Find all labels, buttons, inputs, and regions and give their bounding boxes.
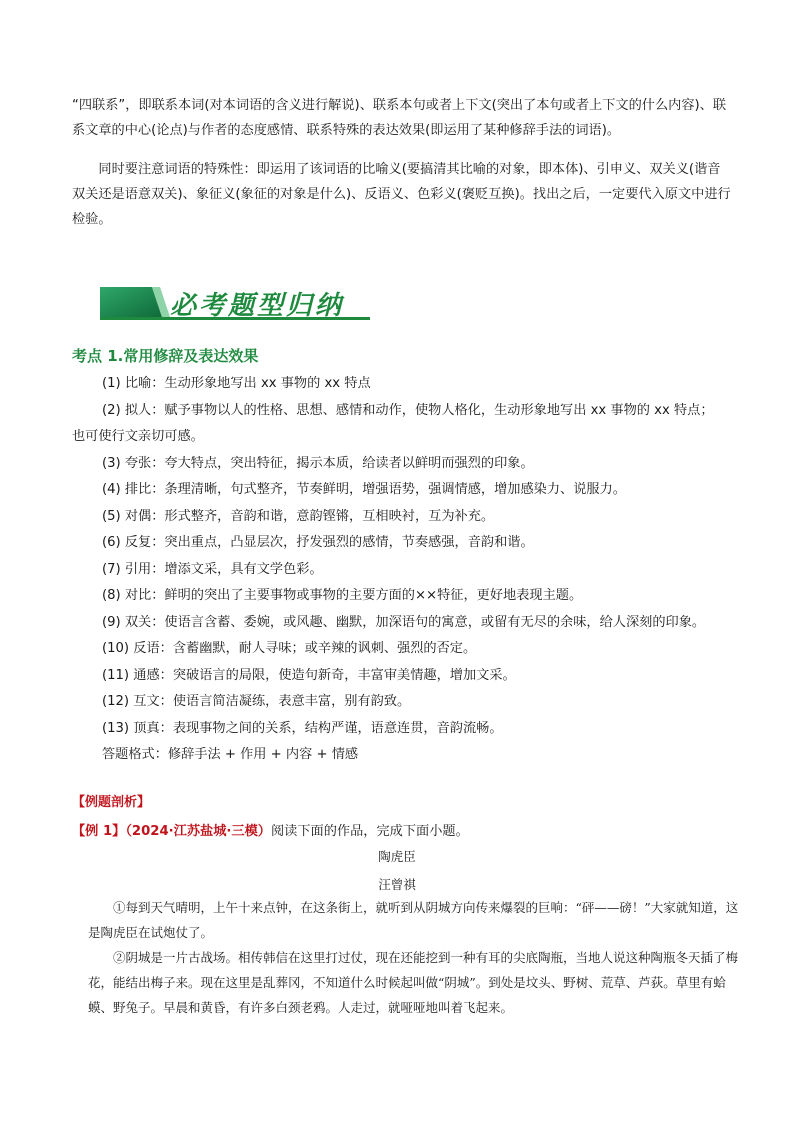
list-item: (7) 引用：增添文采，具有文学色彩。: [102, 561, 323, 577]
list-item: (12) 互文：使语言简洁凝练，表意丰富，别有韵致。: [102, 694, 411, 709]
list-item: (9) 双关：使语言含蓄、委婉，或风趣、幽默，加深语句的寓意，或留有无尽的余味，给人深刻的印象。: [102, 614, 706, 630]
list-item: (10) 反语：含蓄幽默，耐人寻味；或辛辣的讽刺、强烈的否定。: [102, 641, 477, 656]
example-section-title: 【例题剖析】: [72, 795, 151, 810]
list-item: (11) 通感：突破语言的局限，使造句新奇，丰富审美情趣，增加文采。: [102, 667, 516, 683]
example-prompt-line: [72, 820, 469, 839]
intro-paragraph-1: “四联系”，即联系本词(对本词语的含义进行解说)、联系本句或者上下文(突出了本句或者上下文的什么内容)、联系文章的中心(论点)与作者的态度感情、联系特殊的表达效果(即运用了某种修辞手法的词语)。: [72, 98, 727, 138]
list-item: (6) 反复：突出重点，凸显层次，抒发强烈的感情，节奏感强，音韵和谐。: [102, 535, 534, 550]
section-heading: 考点 1.常用修辞及表达效果: [72, 347, 259, 365]
story-paragraph-2: ②阴城是一片古战场。相传韩信在这里打过仗，现在还能挖到一种有耳的尖底陶瓶，当地人说这种陶瓶冬天插了梅花，能结出梅子来。现在这里是乱葬冈，不知道什么时候起叫做“阴城”。到处是坟头、野树、荒草、芦荻。草里有蛤蟆、野兔子。早晨和黄昏，有许多白颈老鸦。人走过，就哑哑地叫着飞起来。: [88, 950, 739, 1015]
list-item: (5) 对偶：形式整齐，音韵和谐，意韵铿锵，互相映衬，互为补充。: [102, 508, 495, 524]
list-item: (1) 比喻：生动形象地写出 xx 事物的 xx 特点: [102, 376, 371, 391]
banner-title: 必考题型归纳: [170, 291, 345, 321]
list-item: (13) 顶真：表现事物之间的关系，结构严谨，语意连贯，音韵流畅。: [102, 720, 503, 736]
list-item: (3) 夸张：夸大特点，突出特征，揭示本质，给读者以鲜明而强烈的印象。: [102, 455, 534, 471]
story-title: 陶虎臣: [378, 849, 416, 864]
example-source: （2024·江苏盐城·三模）: [125, 824, 271, 839]
list-item: (8) 对比：鲜明的突出了主要事物或事物的主要方面的××特征，更好地表现主题。: [102, 588, 583, 603]
example-prompt: 阅读下面的作品，完成下面小题。: [270, 824, 469, 839]
list-item: (4) 排比：条理清晰，句式整齐，节奏鲜明，增强语势，强调情感，增加感染力、说服力。: [102, 482, 626, 497]
example-label: 【例 1】: [72, 824, 126, 839]
section-banner: [100, 283, 370, 323]
story-paragraph-1: ①每到天气晴明，上午十来点钟，在这条街上，就听到从阴城方向传来爆裂的巨响：“砰——磅！”大家就知道，这是陶虎臣在试炮仗了。: [88, 900, 739, 940]
intro-paragraph-2: 同时要注意词语的特殊性：即运用了该词语的比喻义(要搞清其比喻的对象，即本体)、引申义、双关义(谐音双关还是语意双关)、象征义(象征的对象是什么)、反语义、色彩义(褒贬互换)。找出之后，一定要代入原文中进行检验。: [72, 162, 731, 227]
rhetoric-list: [72, 371, 732, 769]
list-item: (2) 拟人：赋予事物以人的性格、思想、感情和动作，使物人格化，生动形象地写出 xx 事物的 xx 特点；: [102, 402, 714, 418]
list-item: 也可使行文亲切可感。: [72, 429, 204, 444]
list-item: 答题格式：修辞手法 + 作用 + 内容 + 情感: [102, 747, 359, 762]
story-author: 汪曾祺: [378, 877, 416, 892]
